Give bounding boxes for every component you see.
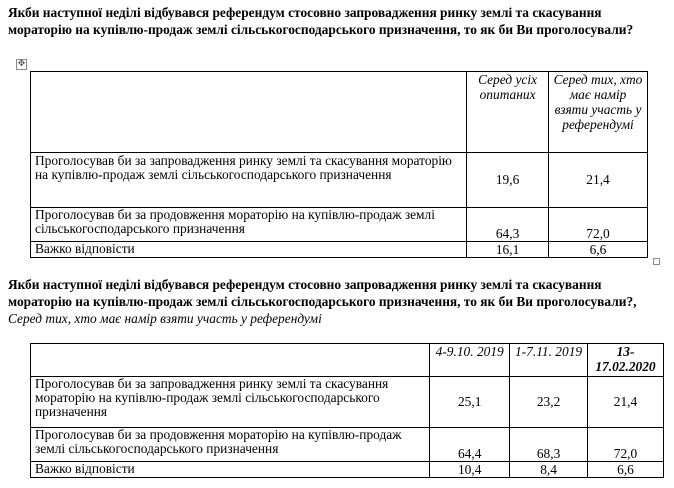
- cell-value: 8,4: [510, 462, 588, 478]
- column-header: 1-7.11. 2019: [510, 344, 588, 377]
- table-header-row: [31, 344, 664, 377]
- column-header: 13-17.02.2020: [588, 344, 664, 377]
- cell-value: 16,1: [467, 242, 549, 258]
- table-row: [31, 377, 664, 428]
- cell-value: 72,0: [549, 208, 648, 242]
- cell-value: 21,4: [549, 153, 648, 208]
- move-handle-icon[interactable]: ✥: [17, 59, 26, 69]
- table-row: [31, 242, 648, 258]
- cell-value: 64,4: [430, 428, 510, 462]
- section2-subheading: Серед тих, хто має намір взяти участь у референдумі: [8, 311, 322, 326]
- cell-value: 72,0: [588, 428, 664, 462]
- section1-heading: Якби наступної неділі відбувався референдум стосовно запровадження ринку землі та скасування мораторію на купівлю-продаж землі сільськогосподарського призначення, то як би Ви проголосували?: [8, 5, 634, 37]
- cell-value: 25,1: [430, 377, 510, 428]
- header-empty-cell: [31, 344, 430, 377]
- section2-heading: [8, 276, 668, 327]
- cell-value: 21,4: [588, 377, 664, 428]
- results-table-2: [30, 343, 664, 478]
- table-row: [31, 153, 648, 208]
- row-label: Проголосував би за запровадження ринку землі та скасування мораторію на купівлю-продаж землі сільськогосподарського призначення: [31, 377, 430, 428]
- column-header: Серед усіх опитаних: [467, 72, 549, 153]
- results-table-1: [30, 71, 648, 258]
- row-label: Важко відповісти: [31, 242, 467, 258]
- row-label: Проголосував би за запровадження ринку землі та скасування мораторію на купівлю-продаж землі сільськогосподарського призначення: [31, 153, 467, 208]
- cell-value: 64,3: [467, 208, 549, 242]
- table-header-row: [31, 72, 648, 153]
- column-header: 4-9.10. 2019: [430, 344, 510, 377]
- column-header: Серед тих, хто має намір взяти участь у референдумі: [549, 72, 648, 153]
- cell-value: 23,2: [510, 377, 588, 428]
- row-label: Проголосував би за продовження мораторію на купівлю-продаж землі сільськогосподарського призначення: [31, 428, 430, 462]
- table-row: [31, 462, 664, 478]
- cell-value: 68,3: [510, 428, 588, 462]
- cell-value: 19,6: [467, 153, 549, 208]
- header-empty-cell: [31, 72, 467, 153]
- row-label: Проголосував би за продовження мораторію на купівлю-продаж землі сільськогосподарського призначення: [31, 208, 467, 242]
- section2-heading-text: Якби наступної неділі відбувався референдум стосовно запровадження ринку землі та скасування мораторію на купівлю-продаж землі сільськогосподарського призначення, то як би Ви проголосували?,: [8, 277, 637, 309]
- table-row: [31, 208, 648, 242]
- cell-value: 6,6: [588, 462, 664, 478]
- resize-handle-icon[interactable]: [653, 258, 660, 265]
- row-label: Важко відповісти: [31, 462, 430, 478]
- cell-value: 10,4: [430, 462, 510, 478]
- table-row: [31, 428, 664, 462]
- cell-value: 6,6: [549, 242, 648, 258]
